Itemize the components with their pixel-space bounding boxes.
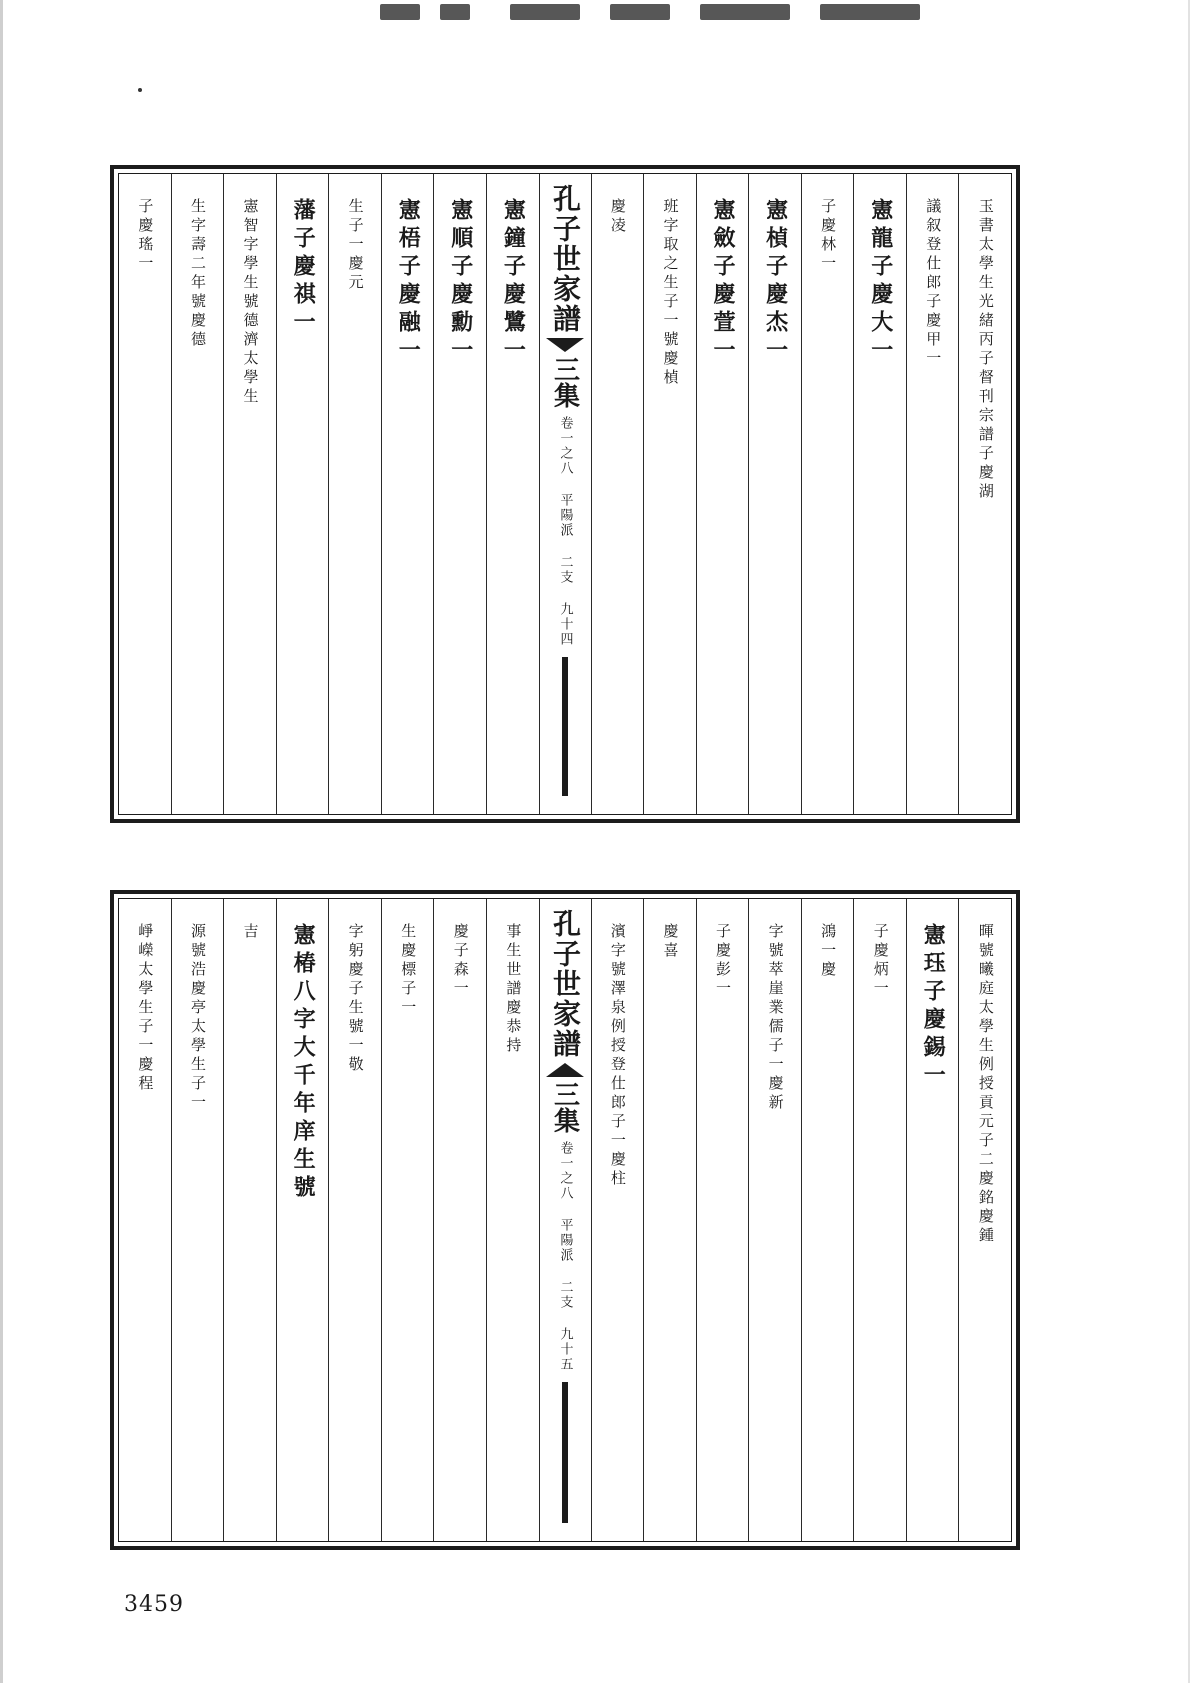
entry-text: 藩子慶祺一	[290, 198, 317, 338]
entry-text: 憲斂子慶萱一	[710, 198, 737, 366]
volume-label: 三集	[549, 1081, 580, 1133]
entry-text: 字躬慶子生號一敬	[346, 923, 365, 1075]
entry-text: 源號浩慶亭太學生子一	[188, 923, 207, 1113]
entry-text: 憲楨子慶杰一	[762, 198, 789, 366]
scan-dot	[138, 88, 142, 92]
entry-text: 班字取之生子一號慶楨	[661, 198, 680, 388]
genealogy-sheet-95	[110, 890, 1020, 1550]
book-title: 孔子世家譜	[549, 909, 582, 1059]
entry-column	[433, 899, 486, 1541]
entry-column	[171, 174, 224, 814]
center-spine	[539, 899, 591, 1541]
entry-column	[591, 899, 644, 1541]
section-label: 卷一之八 平陽派 二支 九十五	[557, 1141, 573, 1372]
page-number: 3459	[124, 1592, 184, 1617]
genealogy-sheet-94	[110, 165, 1020, 823]
sheet-frame	[118, 173, 1012, 815]
entry-column	[748, 174, 801, 814]
entry-text: 鴻一慶	[819, 923, 838, 980]
entry-column	[801, 899, 854, 1541]
book-title: 孔子世家譜	[549, 184, 582, 334]
entry-text: 憲龍子慶大一	[867, 198, 894, 366]
entry-text: 憲順子慶勳一	[447, 198, 474, 366]
entry-text: 崢嶸太學生子一慶程	[136, 923, 155, 1094]
entry-text: 子慶林一	[819, 198, 838, 274]
entry-column	[486, 174, 539, 814]
entry-column	[853, 174, 906, 814]
section-label: 卷一之八 平陽派 二支 九十四	[557, 416, 573, 647]
entry-column	[696, 899, 749, 1541]
entry-text: 慶子森一	[451, 923, 470, 999]
entry-text: 濱字號澤泉例授登仕郎子一慶柱	[608, 923, 627, 1189]
entry-column	[591, 174, 644, 814]
entry-column	[486, 899, 539, 1541]
entry-text: 憲鐘子慶鷺一	[500, 198, 527, 366]
center-spine	[539, 174, 591, 814]
entry-text: 慶凌	[608, 198, 627, 236]
entry-text: 子慶瑤一	[136, 198, 155, 274]
entry-column	[223, 899, 276, 1541]
entry-text: 憲智字學生號德濟太學生	[241, 198, 260, 407]
entry-text: 事生世譜慶恭持	[504, 923, 523, 1056]
entry-column	[119, 174, 171, 814]
entry-text: 子慶彭一	[714, 923, 733, 999]
entry-column	[906, 174, 959, 814]
sheet-frame	[118, 898, 1012, 1542]
entry-text: 憲梧子慶融一	[395, 198, 422, 366]
fishtail-mark-icon	[546, 338, 584, 352]
entry-column	[381, 899, 434, 1541]
volume-label: 三集	[549, 356, 580, 408]
entry-column	[328, 899, 381, 1541]
entry-text: 生慶標子一	[399, 923, 418, 1018]
page-edge-left	[0, 0, 3, 1683]
entry-column	[433, 174, 486, 814]
entry-column	[223, 174, 276, 814]
entry-text: 慶喜	[661, 923, 680, 961]
entry-column	[381, 174, 434, 814]
fishtail-mark-icon	[546, 1063, 584, 1077]
entry-column	[119, 899, 171, 1541]
entry-column	[696, 174, 749, 814]
entry-column	[906, 899, 959, 1541]
entry-column	[276, 899, 329, 1541]
entry-column	[801, 174, 854, 814]
entry-text: 生字壽二年號慶德	[188, 198, 207, 350]
entry-text: 玉書太學生光緒丙子督刊宗譜子慶湖	[976, 198, 995, 502]
entry-column	[328, 174, 381, 814]
entry-text: 子慶炳一	[871, 923, 890, 999]
entry-text: 議叙登仕郎子慶甲一	[924, 198, 943, 369]
entry-column	[276, 174, 329, 814]
entry-text: 憲珏子慶錫一	[920, 923, 947, 1091]
entry-text: 生子一慶元	[346, 198, 365, 293]
entry-column	[748, 899, 801, 1541]
entry-column	[171, 899, 224, 1541]
entry-text: 憲椿八字大千年庠生號	[290, 923, 317, 1203]
spine-bar	[562, 657, 568, 796]
top-scan-artifact	[380, 4, 940, 24]
entry-text: 吉	[241, 923, 260, 942]
entry-text: 字號萃崖業儒子一慶新	[766, 923, 785, 1113]
entry-column	[643, 174, 696, 814]
entry-text: 暉號曦庭太學生例授貢元子二慶銘慶鍾	[976, 923, 995, 1246]
entry-column	[853, 899, 906, 1541]
entry-column	[958, 899, 1011, 1541]
entry-column	[958, 174, 1011, 814]
entry-column	[643, 899, 696, 1541]
spine-bar	[562, 1382, 568, 1523]
